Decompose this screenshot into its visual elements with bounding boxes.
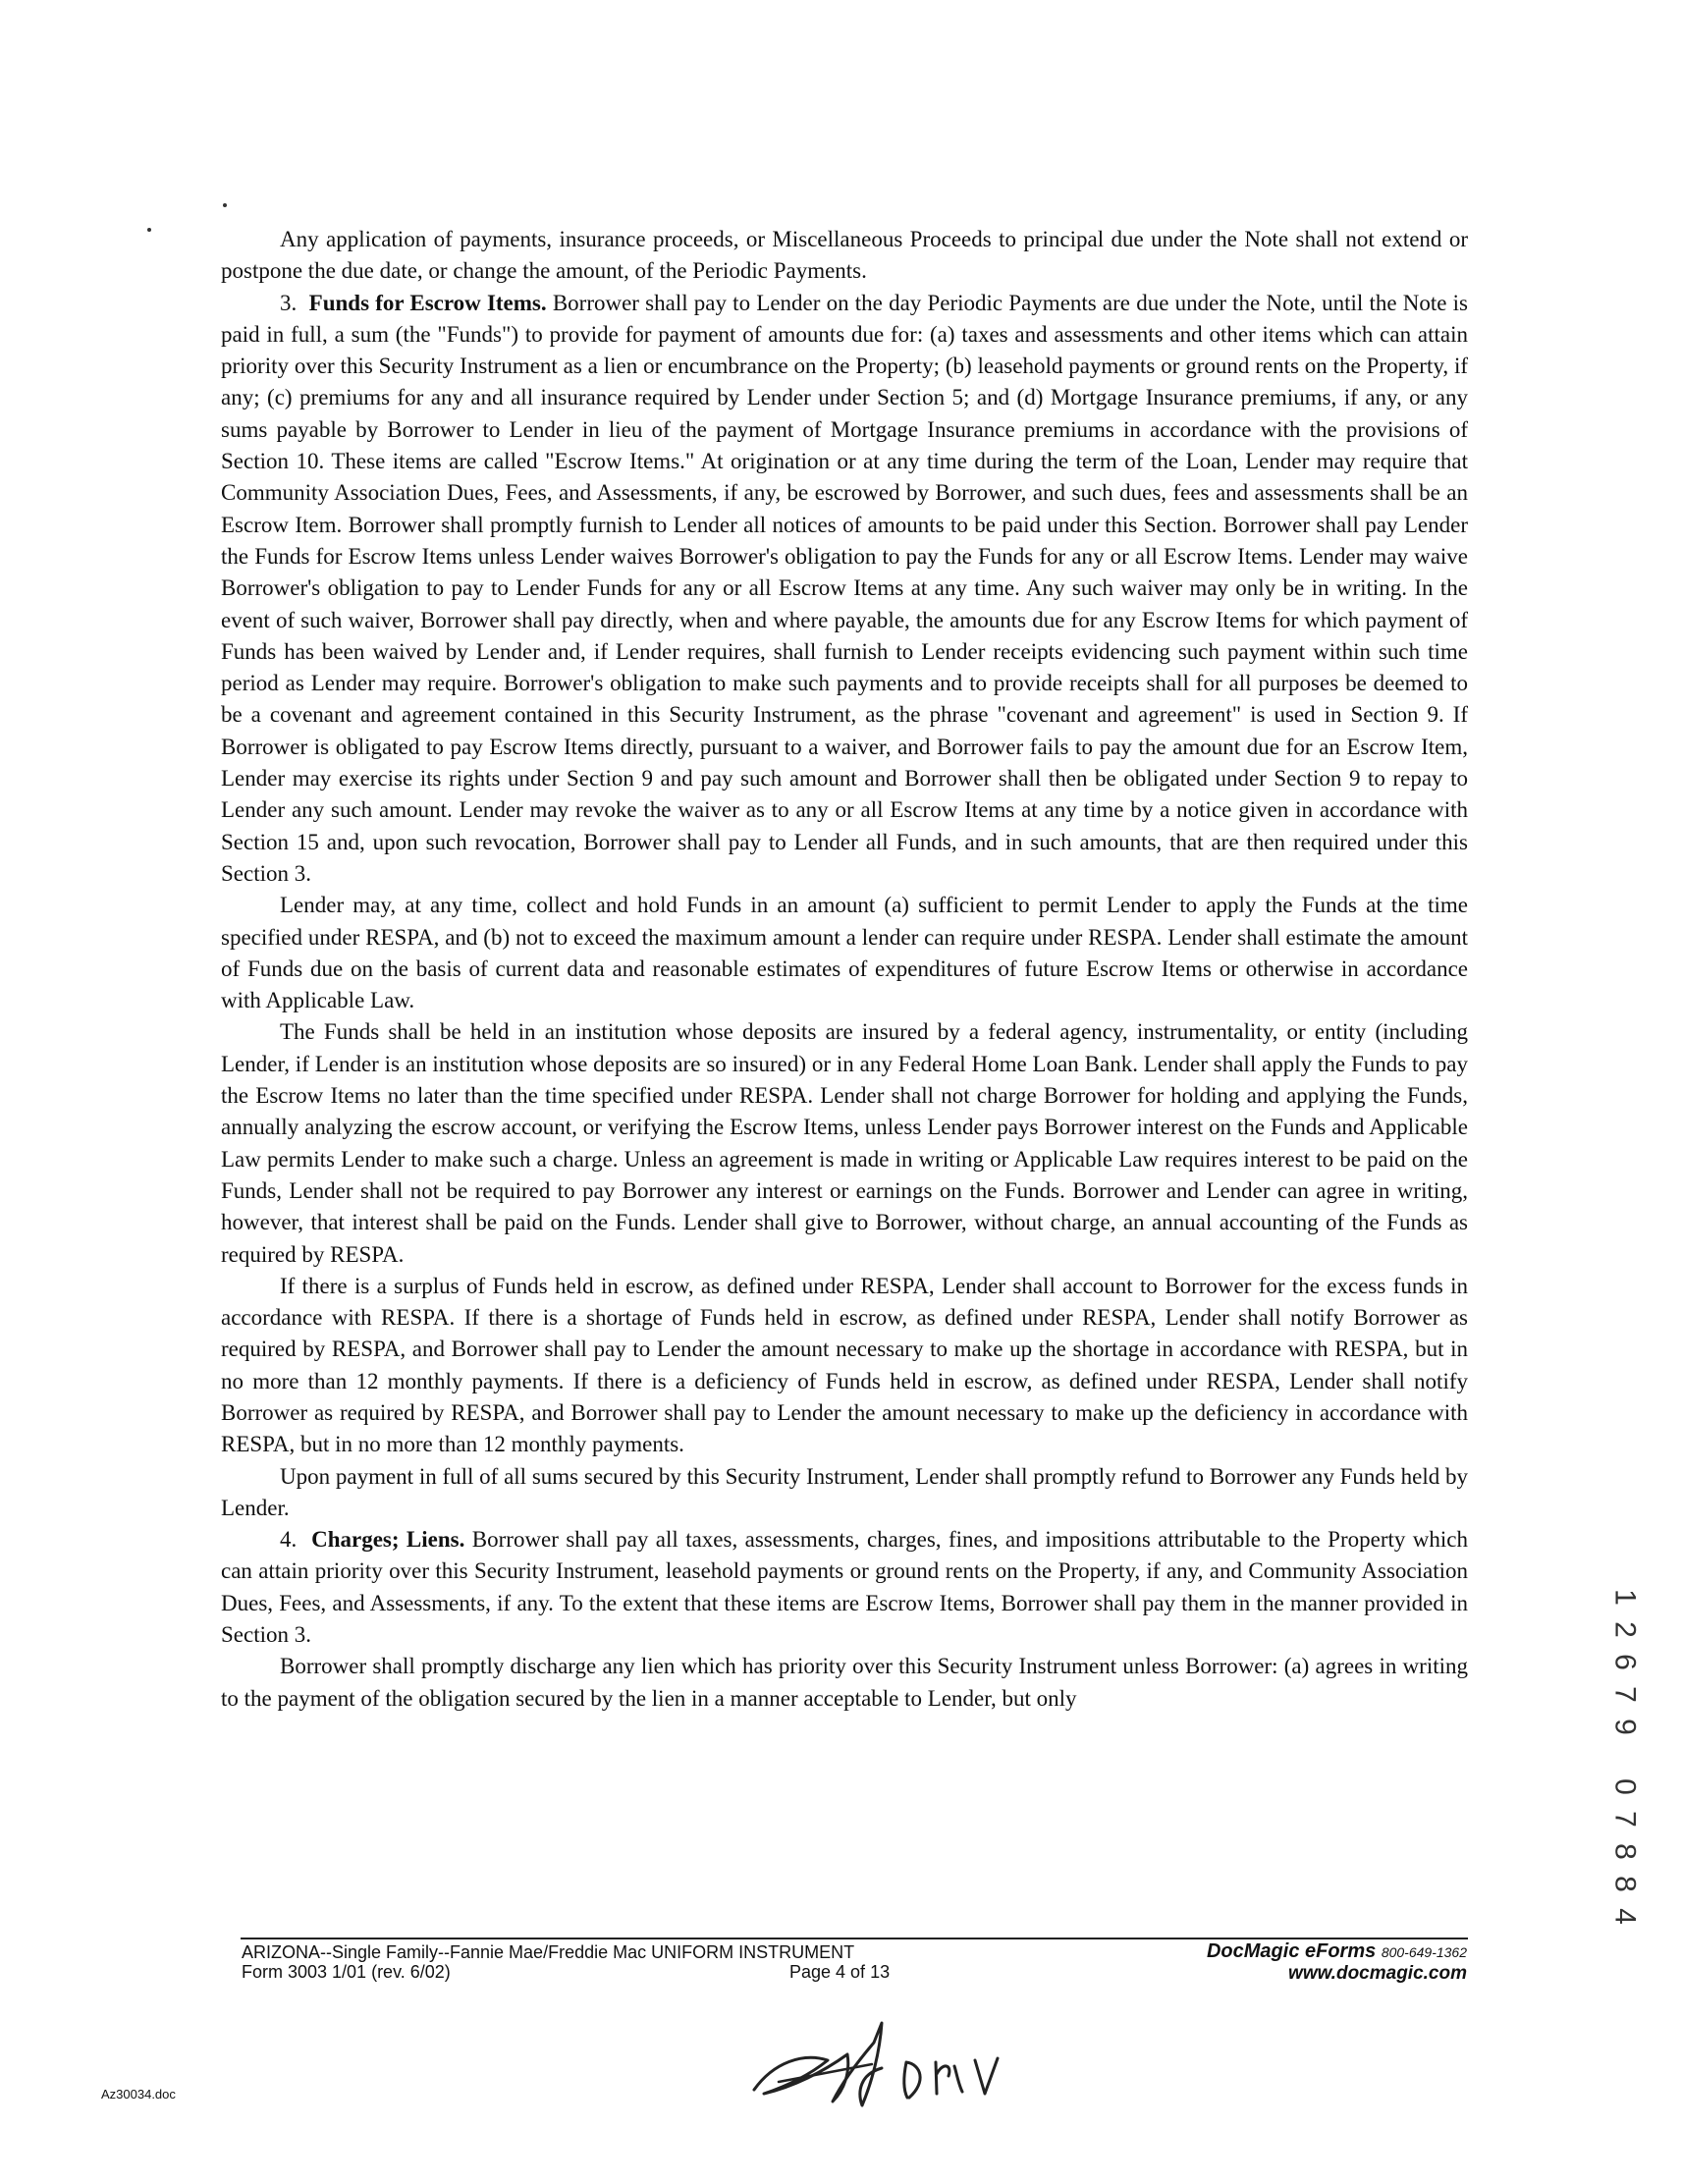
stamp-digit: 2 <box>1608 1621 1642 1638</box>
section-title: Charges; Liens. <box>311 1527 465 1553</box>
brand-name: DocMagic eForms <box>1206 1940 1377 1962</box>
page-number: Page 4 of 13 <box>789 1962 891 1982</box>
section-number: 4. <box>280 1527 298 1553</box>
stamp-digit: 4 <box>1608 1908 1642 1925</box>
brand-line <box>1207 1941 1467 1963</box>
stamp-digit: 8 <box>1608 1843 1642 1860</box>
stamp-digit: 7 <box>1608 1811 1642 1828</box>
form-number: Form 3003 1/01 (rev. 6/02) <box>242 1962 451 1982</box>
stamp-gap <box>1608 1743 1642 1771</box>
initials-signature <box>734 2003 1019 2121</box>
stamp-digit: 6 <box>1608 1654 1642 1670</box>
paragraph-text: Upon payment in full of all sums secured by this Security Instrument, Lender shall promptly refund to Borrower any Funds held by Lender. <box>221 1463 1468 1520</box>
footer-form-info <box>242 1942 854 1982</box>
paragraph <box>221 1271 1468 1461</box>
section-number: 3. <box>280 290 298 315</box>
file-name: Az30034.doc <box>101 2087 176 2102</box>
paragraph <box>221 1016 1468 1270</box>
paragraph-text: The Funds shall be held in an institution whose deposits are insured by a federal agency, instrumentality, or entity (including Lender, if Lender is an institution whose deposits are so insured) or in any Federal Home Loan Bank. Lender shall apply the Funds to pay the Escrow Items no later than the time specified under RESPA. Lender shall not charge Borrower for holding and applying the Funds, annually analyzing the escrow account, or verifying the Escrow Items, unless Lender pays Borrower interest on the Funds and Applicable Law permits Lender to make such a charge. Unless an agreement is made in writing or Applicable Law requires interest to be paid on the Funds, Lender shall not be required to pay Borrower any interest or earnings on the Funds. Borrower and Lender can agree in writing, however, that interest shall be paid on the Funds. Lender shall give to Borrower, without charge, an annual accounting of the Funds as required by RESPA. <box>221 1019 1468 1267</box>
paragraph-text: If there is a surplus of Funds held in escrow, as defined under RESPA, Lender shall account to Borrower for the excess funds in accordance with RESPA. If there is a shortage of Funds held in escrow, as defined under RESPA, Lender shall notify Borrower as required by RESPA, and Borrower shall pay to Lender the amount necessary to make up the shortage in accordance with RESPA, but in no more than 12 monthly payments. If there is a deficiency of Funds held in escrow, as defined under RESPA, Lender shall notify Borrower as required by RESPA, and Borrower shall pay to Lender the amount necessary to make up the deficiency in accordance with RESPA, but in no more than 12 monthly payments. <box>221 1273 1468 1457</box>
paragraph-text: Borrower shall promptly discharge any lien which has priority over this Security Instrument unless Borrower: (a) agrees in writing to the payment of the obligation secured by the lien in a manner acceptable to Lender, but only <box>221 1654 1468 1711</box>
paragraph-text: Borrower shall pay to Lender on the day Periodic Payments are due under the Note, until the Note is paid in full, a sum (the "Funds") to provide for payment of amounts due for: (a) taxes and assessments and other items which can attain priority over this Security Instrument as a lien or encumbrance on the Property; (b) leasehold payments or ground rents on the Property, if any; (c) premiums for any and all insurance required by Lender under Section 5; and (d) Mortgage Insurance premiums, if any, or any sums payable by Borrower to Lender in lieu of the payment of Mortgage Insurance premiums in accordance with the provisions of Section 10. These items are called "Escrow Items." At origination or at any time during the term of the Loan, Lender may require that Community Association Dues, Fees, and Assessments, if any, be escrowed by Borrower, and such dues, fees and assessments shall be an Escrow Item. Borrower shall promptly furnish to Lender all notices of amounts to be paid under this Section. Borrower shall pay Lender the Funds for Escrow Items unless Lender waives Borrower's obligation to pay the Funds for any or all Escrow Items. Lender may waive Borrower's obligation to pay to Lender Funds for any or all Escrow Items at any time. Any such waiver may only be in writing. In the event of such waiver, Borrower shall pay directly, when and where payable, the amounts due for any Escrow Items for which payment of Funds has been waived by Lender and, if Lender requires, shall furnish to Lender receipts evidencing such payment within such time period as Lender may require. Borrower's obligation to make such payments and to provide receipts shall for all purposes be deemed to be a covenant and agreement contained in this Security Instrument, as the phrase "covenant and agreement" is used in Section 9. If Borrower is obligated to pay Escrow Items directly, pursuant to a waiver, and Borrower fails to pay the amount due for an Escrow Item, Lender may exercise its rights under Section 9 and pay such amount and Borrower shall then be obligated under Section 9 to repay to Lender any such amount. Lender may revoke the waiver as to any or all Escrow Items at any time by a notice given in accordance with Section 15 and, upon such revocation, Borrower shall pay to Lender all Funds, and in such amounts, that are then required under this Section 3. <box>221 290 1468 886</box>
paragraph-text: Lender may, at any time, collect and hold Funds in an amount (a) sufficient to permit Lender to apply the Funds at the time specified under RESPA, and (b) not to exceed the maximum amount a lender can require under RESPA. Lender shall estimate the amount of Funds due on the basis of current data and reasonable estimates of expenditures of future Escrow Items or otherwise in accordance with Applicable Law. <box>221 893 1468 1013</box>
section-title: Funds for Escrow Items. <box>308 290 547 315</box>
brand-phone: 800-649-1362 <box>1381 1944 1467 1960</box>
paragraph-text: Any application of payments, insurance proceeds, or Miscellaneous Proceeds to principal due under the Note shall not extend or postpone the due date, or change the amount, of the Periodic Payments. <box>221 227 1468 284</box>
stamp-digit: 8 <box>1608 1876 1642 1892</box>
brand-website: www.docmagic.com <box>1288 1963 1467 1984</box>
paragraph <box>221 224 1468 288</box>
margin-stamp-number <box>1608 1581 1642 1933</box>
form-title: ARIZONA--Single Family--Fannie Mae/Freddie Mac UNIFORM INSTRUMENT <box>242 1942 855 1962</box>
document-body <box>221 224 1468 1715</box>
scan-speck <box>223 203 227 207</box>
paragraph <box>221 1461 1468 1525</box>
footer-brand <box>1207 1941 1467 1984</box>
stamp-digit: 7 <box>1608 1686 1642 1703</box>
paragraph-section-3 <box>221 288 1468 891</box>
paragraph-section-4 <box>221 1524 1468 1651</box>
paragraph-text: Borrower shall pay all taxes, assessments, charges, fines, and impositions attributable to the Property which can attain priority over this Security Instrument, leasehold payments or ground rents on the Property, if any, and Community Association Dues, Fees, and Assessments, if any. To the extent that these items are Escrow Items, Borrower shall pay them in the manner provided in Section 3. <box>221 1527 1468 1648</box>
stamp-digit: 1 <box>1608 1589 1642 1606</box>
paragraph <box>221 1651 1468 1715</box>
stamp-digit: 0 <box>1608 1778 1642 1795</box>
scan-speck <box>147 228 151 232</box>
footer-divider <box>241 1938 1468 1939</box>
paragraph <box>221 890 1468 1016</box>
stamp-digit: 9 <box>1608 1719 1642 1735</box>
